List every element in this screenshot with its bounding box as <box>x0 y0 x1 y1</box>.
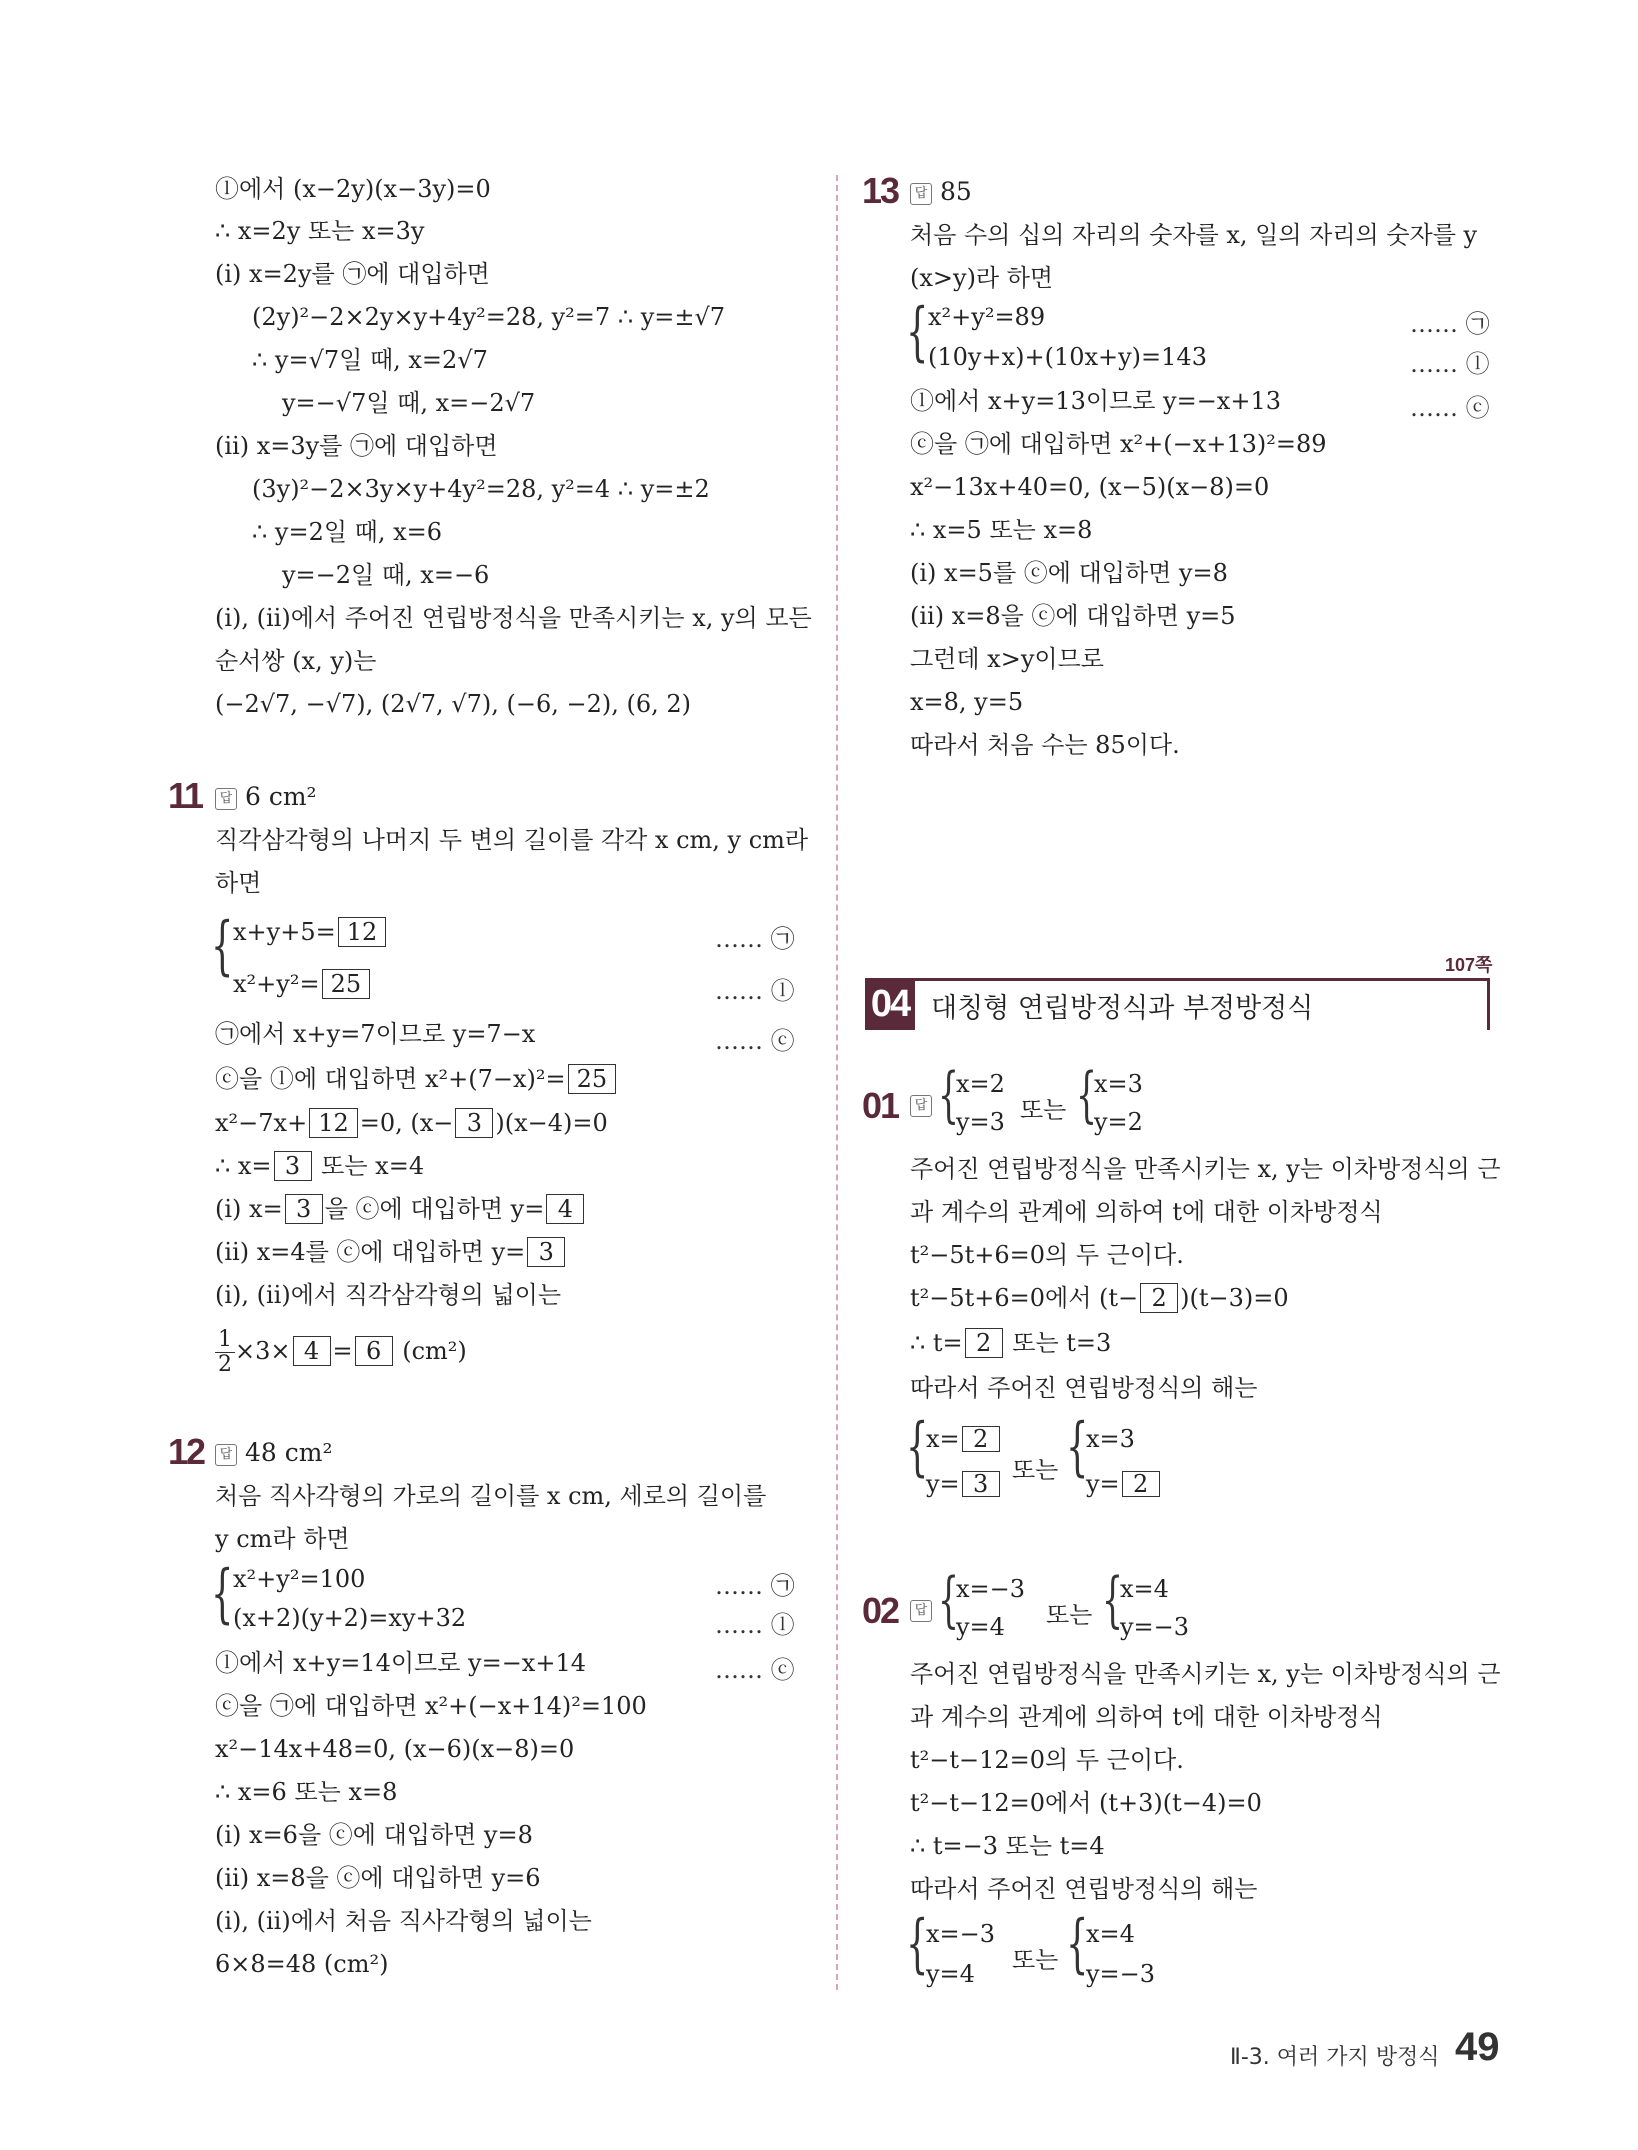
answer-box: 3 <box>285 1194 323 1224</box>
section-number: 04 <box>865 978 915 1030</box>
text-line <box>215 1328 467 1377</box>
answer-box: 4 <box>293 1336 331 1366</box>
brace: { <box>211 1557 234 1631</box>
answer-value: 85 <box>940 177 972 206</box>
answer-eq: x=2 <box>956 1070 1005 1098</box>
text-segment: t²−5t+6=0에서 (t− <box>910 1284 1139 1312</box>
answer-line <box>910 175 972 209</box>
solution-eq: x=4 <box>1086 1920 1135 1948</box>
text-segment: 또는 t=3 <box>1004 1329 1112 1357</box>
fraction-denominator: 2 <box>218 1352 232 1377</box>
answer-box: 25 <box>322 969 371 999</box>
brace: { <box>906 1410 929 1484</box>
text-segment: (ⅰ) x= <box>215 1195 283 1223</box>
or-text: 또는 <box>1012 1946 1059 1974</box>
answer-box: 2 <box>1122 1471 1160 1497</box>
text-line: (−2√7, −√7), (2√7, √7), (−6, −2), (6, 2) <box>215 690 692 718</box>
text-line: ∴ x=5 또는 x=8 <box>910 516 1093 544</box>
brace: { <box>1076 1060 1098 1130</box>
equation-marker: …… ⓒ <box>715 1656 795 1684</box>
solution-eq: y=−3 <box>1086 1960 1156 1988</box>
solution-eq <box>926 1425 1002 1453</box>
text-line: 따라서 주어진 연립방정식의 해는 <box>910 1374 1258 1402</box>
equation: (10y+x)+(10x+y)=143 <box>928 343 1207 371</box>
problem-number: 02 <box>862 1590 899 1631</box>
text-line: ∴ y=2일 때, x=6 <box>252 518 443 546</box>
answer-line <box>215 1436 333 1470</box>
section-top-rule <box>915 978 1490 981</box>
answer-icon: 답 <box>215 1444 237 1466</box>
solution-eq: x=−3 <box>926 1920 996 1948</box>
text-line: 과 계수의 관계에 의하여 t에 대한 이차방정식 <box>910 1703 1383 1731</box>
text-line: x²−13x+40=0, (x−5)(x−8)=0 <box>910 473 1270 501</box>
answer-eq: x=4 <box>1120 1575 1169 1603</box>
text-line: x=8, y=5 <box>910 688 1024 716</box>
section-header <box>865 978 1490 1030</box>
text-segment: ∴ t= <box>910 1329 963 1357</box>
fraction-numerator: 1 <box>215 1328 235 1353</box>
text-segment: (cm²) <box>394 1337 467 1365</box>
equation <box>233 967 372 1001</box>
problem-number: 11 <box>168 775 203 816</box>
solution-eq <box>926 1470 1002 1498</box>
text-line: x²−14x+48=0, (x−6)(x−8)=0 <box>215 1735 575 1763</box>
text-line: ∴ t=−3 또는 t=4 <box>910 1832 1105 1860</box>
brace: { <box>1066 1410 1089 1484</box>
page-number: 49 <box>1455 2025 1500 2069</box>
equation-marker: …… ⓛ <box>715 1611 795 1639</box>
text-line: 6×8=48 (cm²) <box>215 1950 389 1978</box>
text-line: (ⅱ) x=3y를 ㉠에 대입하면 <box>215 432 498 460</box>
text-line: (x>y)라 하면 <box>910 264 1054 292</box>
answer-line <box>215 780 317 814</box>
text-line <box>910 1281 1289 1315</box>
answer-box: 2 <box>965 1328 1003 1358</box>
equation-marker: …… ㉠ <box>715 1572 795 1600</box>
equation <box>233 915 388 949</box>
equation-marker: …… ⓒ <box>1410 394 1490 422</box>
answer-box: 25 <box>568 1064 617 1094</box>
text-line: t²−t−12=0의 두 근이다. <box>910 1746 1184 1774</box>
answer-eq: y=4 <box>956 1613 1005 1641</box>
text-line: 주어진 연립방정식을 만족시키는 x, y는 이차방정식의 근 <box>910 1155 1501 1183</box>
answer-icon: 답 <box>910 1600 932 1622</box>
text-segment: )(t−3)=0 <box>1180 1284 1289 1312</box>
answer-eq: y=3 <box>956 1108 1005 1136</box>
brace: { <box>1066 1907 1089 1981</box>
section-right-rule <box>1487 978 1490 1030</box>
text-line: ∴ y=√7일 때, x=2√7 <box>252 346 488 374</box>
answer-icon: 답 <box>910 183 932 205</box>
text-line <box>910 1326 1111 1360</box>
equation-text: x+y+5= <box>233 918 336 946</box>
brace: { <box>906 295 929 369</box>
text-line: 따라서 처음 수는 85이다. <box>910 731 1180 759</box>
text-line: 처음 직사각형의 가로의 길이를 x cm, 세로의 길이를 <box>215 1482 767 1510</box>
equation-text: x²+y²= <box>233 970 320 998</box>
answer-box: 3 <box>962 1471 1000 1497</box>
text-segment: (ⅱ) x=4를 ⓒ에 대입하면 y= <box>215 1238 526 1266</box>
text-line <box>215 1062 618 1096</box>
text-line: 처음 수의 십의 자리의 숫자를 x, 일의 자리의 숫자를 y <box>910 221 1478 249</box>
answer-box: 6 <box>355 1336 393 1366</box>
brace: { <box>906 1907 929 1981</box>
text-line: ∴ x=6 또는 x=8 <box>215 1778 398 1806</box>
text-segment: ∴ x= <box>215 1152 272 1180</box>
brace: { <box>1102 1565 1124 1635</box>
answer-eq: x=3 <box>1094 1070 1143 1098</box>
text-segment: ×3× <box>235 1337 291 1365</box>
text-segment: 또는 x=4 <box>313 1152 425 1180</box>
text-line: ⓛ에서 (x−2y)(x−3y)=0 <box>215 175 491 203</box>
text-line: 주어진 연립방정식을 만족시키는 x, y는 이차방정식의 근 <box>910 1660 1501 1688</box>
text-line: (ⅱ) x=8을 ⓒ에 대입하면 y=6 <box>215 1864 541 1892</box>
text-line: (ⅰ), (ⅱ)에서 처음 직사각형의 넓이는 <box>215 1907 592 1935</box>
equation: x²+y²=89 <box>928 303 1046 331</box>
text-line: (ⅰ), (ⅱ)에서 주어진 연립방정식을 만족시키는 x, y의 모든 <box>215 604 812 632</box>
equation-marker: …… ⓛ <box>715 977 795 1005</box>
text-segment: ⓒ을 ⓛ에 대입하면 x²+(7−x)²= <box>215 1065 566 1093</box>
equation: (x+2)(y+2)=xy+32 <box>233 1604 467 1632</box>
problem-number: 01 <box>862 1085 899 1126</box>
answer-box: 2 <box>1140 1283 1178 1313</box>
text-line: ⓛ에서 x+y=13이므로 y=−x+13 <box>910 387 1281 415</box>
or-text: 또는 <box>1012 1456 1059 1484</box>
column-divider <box>836 175 838 1990</box>
equation-marker: …… ㉠ <box>1410 310 1490 338</box>
brace: { <box>938 1060 960 1130</box>
text-line: (ⅰ) x=2y를 ㉠에 대입하면 <box>215 260 490 288</box>
answer-eq: x=−3 <box>956 1575 1026 1603</box>
answer-box: 3 <box>527 1237 565 1267</box>
solution-eq: x=3 <box>1086 1425 1135 1453</box>
text-segment: =0, (x− <box>359 1109 454 1137</box>
text-line: y=−√7일 때, x=−2√7 <box>282 389 536 417</box>
text-line: 그런데 x>y이므로 <box>910 645 1104 673</box>
chapter-label: Ⅱ-3. 여러 가지 방정식 <box>1230 2045 1440 2070</box>
text-line: 순서쌍 (x, y)는 <box>215 647 377 675</box>
problem-number: 13 <box>862 170 899 211</box>
answer-box: 12 <box>338 917 387 947</box>
solution-eq <box>1086 1470 1162 1498</box>
answer-value: 6 cm² <box>245 782 317 811</box>
text-line: (ⅱ) x=8을 ⓒ에 대입하면 y=5 <box>910 602 1236 630</box>
text-line: 하면 <box>215 869 262 897</box>
text-line: t²−t−12=0에서 (t+3)(t−4)=0 <box>910 1789 1262 1817</box>
brace: { <box>938 1565 960 1635</box>
text-line <box>215 1192 586 1226</box>
or-text: 또는 <box>1046 1601 1093 1629</box>
text-line: ∴ x=2y 또는 x=3y <box>215 217 425 245</box>
text-line: ⓒ을 ㉠에 대입하면 x²+(−x+14)²=100 <box>215 1692 647 1720</box>
answer-icon: 답 <box>215 788 237 810</box>
text-line: (3y)²−2×3y×y+4y²=28, y²=4 ∴ y=±2 <box>252 475 710 503</box>
text-segment: )(x−4)=0 <box>495 1109 608 1137</box>
answer-eq: y=2 <box>1094 1108 1143 1136</box>
or-text: 또는 <box>1020 1096 1067 1124</box>
solution-eq: y=4 <box>926 1960 975 1988</box>
text-line: (2y)²−2×2y×y+4y²=28, y²=7 ∴ y=±√7 <box>252 303 726 331</box>
text-line: 과 계수의 관계에 의하여 t에 대한 이차방정식 <box>910 1198 1383 1226</box>
text-line: y=−2일 때, x=−6 <box>282 561 490 589</box>
equation-marker: …… ⓒ <box>715 1027 795 1055</box>
text-line: (ⅰ) x=6을 ⓒ에 대입하면 y=8 <box>215 1821 533 1849</box>
answer-box: 4 <box>546 1194 584 1224</box>
text-segment: y= <box>926 1470 960 1498</box>
text-line: t²−5t+6=0의 두 근이다. <box>910 1241 1184 1269</box>
text-line: ⓛ에서 x+y=14이므로 y=−x+14 <box>215 1649 586 1677</box>
text-segment: 을 ⓒ에 대입하면 y= <box>324 1195 545 1223</box>
text-line: 따라서 주어진 연립방정식의 해는 <box>910 1875 1258 1903</box>
brace: { <box>211 909 234 983</box>
answer-value: 48 cm² <box>245 1438 333 1467</box>
text-segment: x= <box>926 1425 960 1453</box>
text-line: ㉠에서 x+y=7이므로 y=7−x <box>215 1020 536 1048</box>
fraction <box>215 1328 235 1377</box>
answer-box: 3 <box>455 1108 493 1138</box>
answer-box: 12 <box>309 1108 358 1138</box>
problem-number: 12 <box>168 1431 205 1472</box>
text-line: y cm라 하면 <box>215 1525 350 1553</box>
text-segment: y= <box>1086 1470 1120 1498</box>
text-line: (ⅰ) x=5를 ⓒ에 대입하면 y=8 <box>910 559 1228 587</box>
answer-eq: y=−3 <box>1120 1613 1190 1641</box>
answer-box: 2 <box>962 1426 1000 1452</box>
text-line <box>215 1106 608 1140</box>
equation-marker: …… ⓛ <box>1410 350 1490 378</box>
text-line <box>215 1149 424 1183</box>
text-line: (ⅰ), (ⅱ)에서 직각삼각형의 넓이는 <box>215 1281 562 1309</box>
answer-icon: 답 <box>910 1095 932 1117</box>
text-line: 직각삼각형의 나머지 두 변의 길이를 각각 x cm, y cm라 <box>215 826 809 854</box>
answer-box: 3 <box>274 1151 312 1181</box>
text-segment: = <box>332 1337 353 1365</box>
page-reference: 107쪽 <box>1445 955 1493 975</box>
equation-marker: …… ㉠ <box>715 925 795 953</box>
text-line <box>215 1235 567 1269</box>
equation: x²+y²=100 <box>233 1565 366 1593</box>
text-line: ⓒ을 ㉠에 대입하면 x²+(−x+13)²=89 <box>910 430 1327 458</box>
section-title: 대칭형 연립방정식과 부정방정식 <box>931 993 1314 1024</box>
text-segment: x²−7x+ <box>215 1109 308 1137</box>
